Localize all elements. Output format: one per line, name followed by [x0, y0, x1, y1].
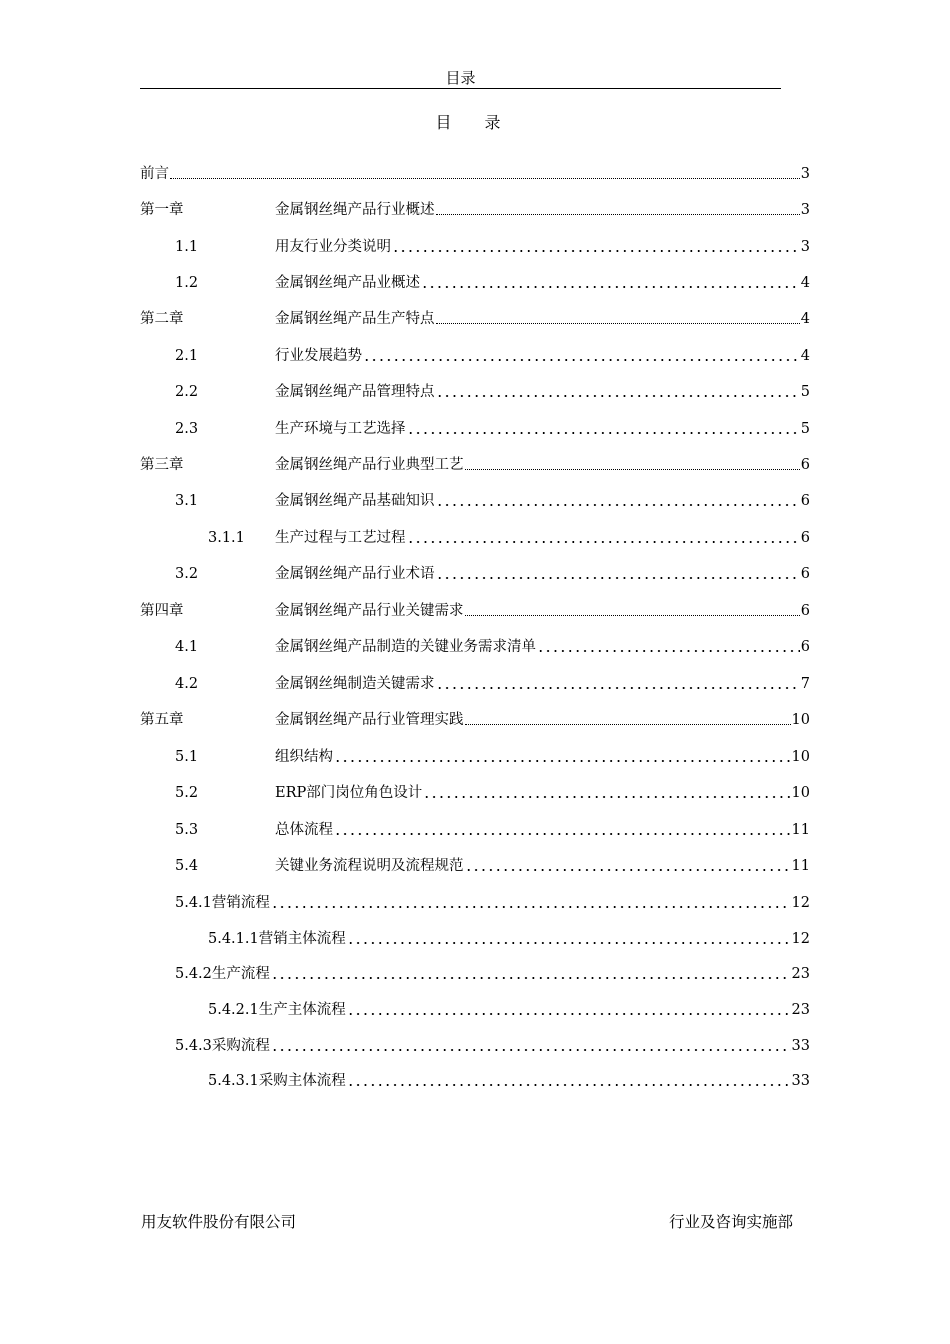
toc-entry-page: 11 — [791, 858, 810, 874]
toc-leader — [271, 977, 791, 979]
toc-entry-text: 金属钢丝绳产品管理特点 — [275, 384, 435, 400]
toc-entry-number: 4.1 — [175, 639, 199, 655]
toc-entry-preface[interactable] — [140, 163, 810, 185]
toc-entry-text: 采购主体流程 — [258, 1073, 346, 1089]
toc-entry-number: 2.3 — [175, 421, 199, 437]
toc-entry-text: 组织结构 — [275, 749, 333, 765]
toc-entry-page: 10 — [791, 749, 810, 765]
toc-entry-number: 3.1 — [175, 493, 199, 509]
toc-leader — [465, 869, 791, 871]
toc-entry-section-5-4-3[interactable] — [175, 1035, 810, 1057]
toc-entry-chapter-3[interactable] — [140, 454, 810, 476]
toc-leader — [436, 214, 800, 215]
toc-leader — [334, 833, 791, 835]
toc-entry-number: 5.1 — [175, 749, 199, 765]
toc-entry-number: 5.4.1 — [175, 895, 212, 911]
toc-leader — [421, 286, 800, 288]
toc-entry-text: 金属钢丝绳产品行业概述 — [275, 202, 435, 218]
toc-leader — [347, 1013, 791, 1015]
toc-entry-page: 4 — [800, 348, 810, 364]
toc-entry-number: 3.1.1 — [208, 530, 245, 546]
footer-department: 行业及咨询实施部 — [669, 1213, 794, 1231]
toc-leader — [363, 359, 800, 361]
toc-leader — [407, 432, 800, 434]
toc-entry-text: 生产环境与工艺选择 — [275, 421, 406, 437]
toc-entry-section-5-2[interactable] — [175, 782, 810, 804]
toc-entry-text: 关键业务流程说明及流程规范 — [275, 858, 464, 874]
toc-entry-text: 生产主体流程 — [258, 1002, 346, 1018]
toc-entry-number: 第四章 — [140, 603, 184, 619]
toc-entry-text: 金属钢丝绳产品行业管理实践 — [275, 712, 464, 728]
toc-leader — [334, 760, 791, 762]
toc-entry-number: 第五章 — [140, 712, 184, 728]
toc-entry-section-2-2[interactable] — [175, 381, 810, 403]
toc-entry-section-3-1[interactable] — [175, 490, 810, 512]
toc-entry-number: 第二章 — [140, 311, 184, 327]
toc-leader — [271, 1049, 791, 1051]
toc-entry-page: 3 — [800, 239, 810, 255]
toc-entry-text: 金属钢丝绳产品基础知识 — [275, 493, 435, 509]
toc-entry-section-5-4-2[interactable] — [175, 963, 810, 985]
toc-leader — [347, 1084, 791, 1086]
toc-entry-section-1-2[interactable] — [175, 272, 810, 294]
toc-entry-page: 33 — [791, 1038, 810, 1054]
toc-leader — [423, 796, 790, 798]
toc-entry-text: 行业发展趋势 — [275, 348, 362, 364]
toc-entry-section-5-4-1[interactable] — [175, 892, 810, 914]
toc-entry-section-5-3[interactable] — [175, 819, 810, 841]
toc-entry-text: 前言 — [140, 166, 169, 182]
toc-entry-number: 4.2 — [175, 676, 199, 692]
toc-entry-number: 第三章 — [140, 457, 184, 473]
toc-entry-text: 金属钢丝绳产品业概述 — [275, 275, 420, 291]
toc-entry-section-5-1[interactable] — [175, 746, 810, 768]
toc-entry-section-5-4[interactable] — [175, 855, 810, 877]
toc-entry-text: 金属钢丝绳产品行业关键需求 — [275, 603, 464, 619]
toc-entry-page: 33 — [791, 1073, 810, 1089]
toc-title: 目 录 — [435, 113, 515, 132]
toc-leader — [392, 250, 800, 252]
toc-entry-text: 营销主体流程 — [258, 931, 346, 947]
toc-entry-section-5-4-2-1[interactable] — [208, 999, 810, 1021]
toc-entry-text: 用友行业分类说明 — [275, 239, 391, 255]
toc-leader — [537, 650, 800, 652]
toc-entry-number: 5.4.1.1 — [208, 931, 259, 947]
toc-leader — [271, 906, 791, 908]
toc-entry-page: 5 — [800, 384, 810, 400]
toc-entry-number: 1.2 — [175, 275, 199, 291]
toc-entry-number: 5.4.3 — [175, 1038, 212, 1054]
toc-entry-section-3-1-1[interactable] — [208, 527, 810, 549]
toc-leader — [465, 724, 791, 725]
toc-entry-number: 5.4.3.1 — [208, 1073, 259, 1089]
running-header: 目录 — [445, 69, 476, 87]
toc-entry-page: 6 — [800, 566, 810, 582]
toc-entry-chapter-4[interactable] — [140, 600, 810, 622]
footer-company: 用友软件股份有限公司 — [141, 1213, 297, 1231]
toc-entry-chapter-2[interactable] — [140, 308, 810, 330]
toc-entry-text: 生产流程 — [211, 966, 270, 982]
toc-entry-page: 4 — [800, 311, 810, 327]
toc-entry-page: 23 — [791, 966, 810, 982]
toc-entry-section-5-4-1-1[interactable] — [208, 928, 810, 950]
toc-entry-number: 2.2 — [175, 384, 199, 400]
toc-entry-section-3-2[interactable] — [175, 563, 810, 585]
toc-leader — [407, 541, 800, 543]
toc-entry-number: 5.2 — [175, 785, 199, 801]
toc-entry-number: 第一章 — [140, 202, 184, 218]
toc-entry-section-4-2[interactable] — [175, 673, 810, 695]
toc-entry-number: 1.1 — [175, 239, 199, 255]
toc-entry-page: 10 — [791, 785, 810, 801]
toc-entry-text: 总体流程 — [275, 822, 333, 838]
toc-leader — [436, 687, 800, 689]
toc-entry-text: 金属钢丝绳产品生产特点 — [275, 311, 435, 327]
toc-leader — [170, 178, 800, 179]
toc-entry-section-1-1[interactable] — [175, 236, 810, 258]
toc-entry-page: 12 — [791, 931, 810, 947]
toc-entry-text: ERP部门岗位角色设计 — [275, 785, 423, 801]
toc-leader — [436, 577, 800, 579]
toc-entry-text: 金属钢丝绳产品行业典型工艺 — [275, 457, 464, 473]
toc-leader — [465, 615, 800, 616]
toc-entry-number: 5.4.2 — [175, 966, 212, 982]
toc-entry-text: 采购流程 — [211, 1038, 270, 1054]
toc-entry-page: 23 — [791, 1002, 810, 1018]
toc-leader — [436, 504, 800, 506]
toc-entry-chapter-1[interactable] — [140, 199, 810, 221]
toc-leader — [436, 395, 800, 397]
toc-entry-page: 10 — [791, 712, 810, 728]
toc-entry-number: 5.4.2.1 — [208, 1002, 259, 1018]
toc-leader — [347, 942, 791, 944]
toc-entry-text: 金属钢丝绳产品行业术语 — [275, 566, 435, 582]
toc-entry-number: 5.4 — [175, 858, 199, 874]
toc-entry-page: 12 — [791, 895, 810, 911]
toc-entry-page: 5 — [800, 421, 810, 437]
toc-entry-page: 7 — [800, 676, 810, 692]
toc-entry-text: 金属钢丝绳制造关键需求 — [275, 676, 435, 692]
toc-entry-number: 5.3 — [175, 822, 199, 838]
toc-entry-number: 2.1 — [175, 348, 199, 364]
toc-entry-page: 6 — [800, 493, 810, 509]
toc-entry-number: 3.2 — [175, 566, 199, 582]
toc-leader — [465, 469, 800, 470]
toc-entry-page: 3 — [800, 166, 810, 182]
toc-entry-text: 金属钢丝绳产品制造的关键业务需求清单 — [275, 639, 536, 655]
toc-entry-page: 6 — [800, 457, 810, 473]
toc-entry-text: 营销流程 — [211, 895, 270, 911]
toc-entry-section-2-3[interactable] — [175, 418, 810, 440]
toc-entry-page: 6 — [800, 639, 810, 655]
toc-entry-text: 生产过程与工艺过程 — [275, 530, 406, 546]
toc-entry-section-5-4-3-1[interactable] — [208, 1070, 810, 1092]
toc-entry-page: 11 — [791, 822, 810, 838]
toc-entry-page: 6 — [800, 530, 810, 546]
toc-entry-section-4-1[interactable] — [175, 636, 810, 658]
toc-entry-chapter-5[interactable] — [140, 709, 810, 731]
toc-entry-page: 3 — [800, 202, 810, 218]
toc-entry-page: 4 — [800, 275, 810, 291]
toc-leader — [436, 323, 800, 324]
toc-entry-page: 6 — [800, 603, 810, 619]
toc-entry-section-2-1[interactable] — [175, 345, 810, 367]
